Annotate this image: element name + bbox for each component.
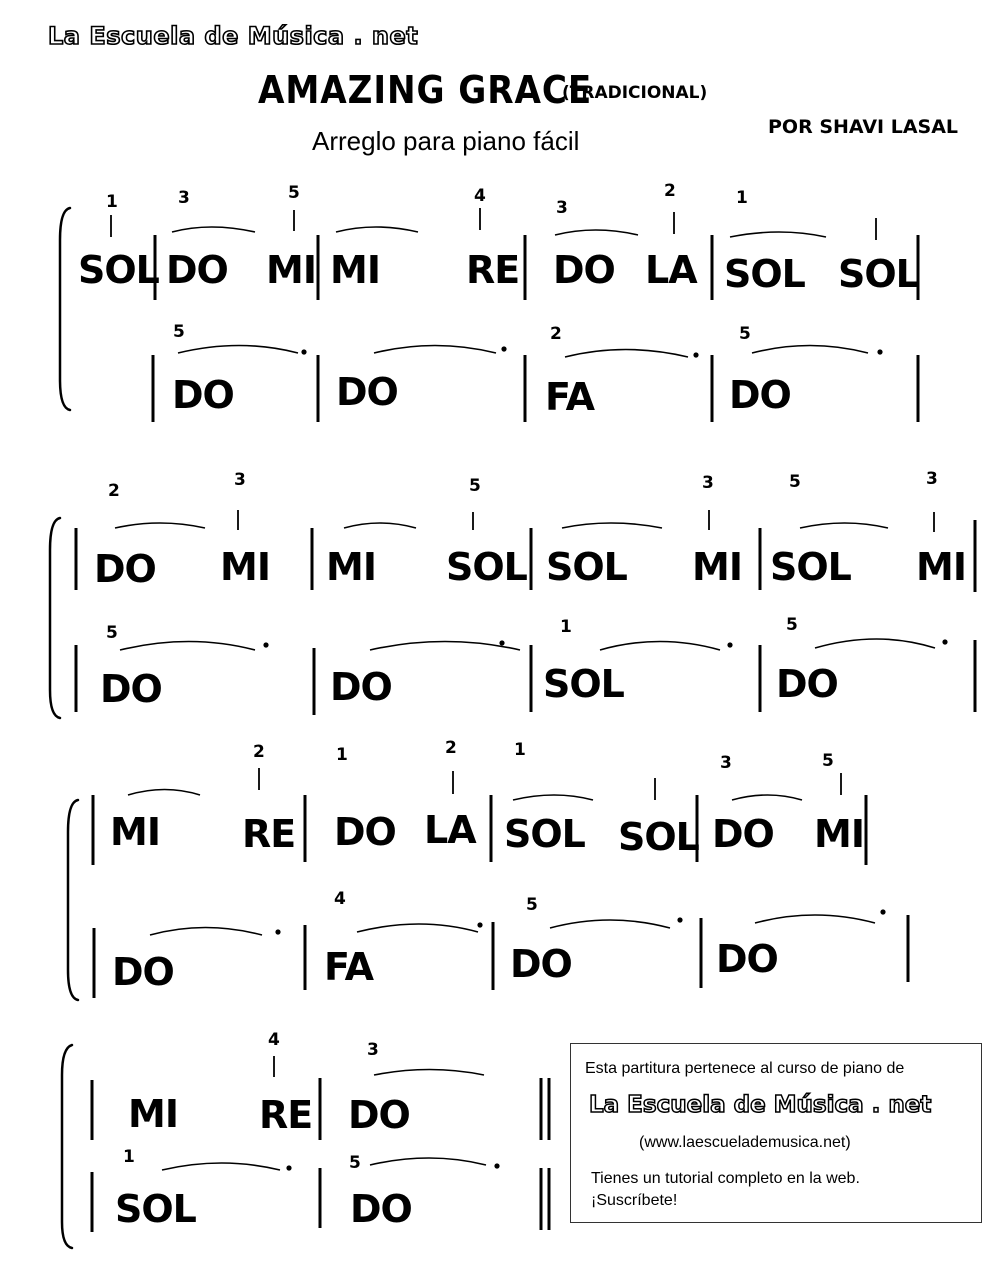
- finger-number: 5: [288, 183, 300, 203]
- note-name: SOL: [504, 812, 585, 856]
- note-name: SOL: [115, 1187, 196, 1231]
- note-name: MI: [330, 248, 380, 292]
- system-3-brace: [68, 800, 78, 1000]
- finger-number: 5: [822, 751, 834, 771]
- tie-arc: [370, 642, 520, 651]
- finger-number: 3: [234, 470, 246, 490]
- tie-arc: [128, 790, 200, 796]
- note-name: SOL: [546, 545, 627, 589]
- tie-arc: [357, 924, 478, 932]
- note-name: RE: [259, 1093, 313, 1137]
- note-name: FA: [545, 375, 595, 419]
- finger-number: 5: [173, 322, 185, 342]
- info-box-brand-logo: La Escuela de Música . net: [589, 1092, 932, 1118]
- dot-mark: [477, 922, 482, 927]
- note-name: SOL: [446, 545, 527, 589]
- note-name: RE: [466, 248, 520, 292]
- note-name: MI: [220, 545, 270, 589]
- note-name: SOL: [838, 252, 919, 296]
- finger-number: 2: [445, 738, 457, 758]
- tie-arc: [565, 350, 688, 358]
- note-name: DO: [350, 1187, 412, 1231]
- dot-mark: [880, 909, 885, 914]
- tie-arc: [600, 642, 720, 651]
- finger-number: 3: [367, 1040, 379, 1060]
- note-name: DO: [336, 370, 398, 414]
- tie-arc: [550, 920, 670, 928]
- info-box-tutorial-note: Tienes un tutorial completo en la web.: [591, 1170, 860, 1187]
- tie-arc: [120, 642, 255, 651]
- finger-number: 3: [178, 188, 190, 208]
- note-name: SOL: [724, 252, 805, 296]
- author-credit: POR SHAVI LASAL: [768, 116, 959, 138]
- finger-number: 2: [108, 481, 120, 501]
- finger-number: 3: [720, 753, 732, 773]
- note-name: DO: [100, 667, 162, 711]
- note-name: DO: [729, 373, 791, 417]
- note-name: DO: [166, 248, 228, 292]
- note-name: SOL: [618, 815, 699, 859]
- finger-number: 5: [739, 324, 751, 344]
- note-name: MI: [916, 545, 966, 589]
- finger-number: 3: [926, 469, 938, 489]
- finger-number: 3: [556, 198, 568, 218]
- system-4-brace: [62, 1045, 72, 1248]
- song-title: AMAZING GRACE: [258, 68, 593, 112]
- finger-number: 5: [349, 1153, 361, 1173]
- tie-arc: [732, 795, 802, 800]
- dot-mark: [677, 917, 682, 922]
- note-name: SOL: [543, 662, 624, 706]
- arrangement-subtitle: Arreglo para piano fácil: [312, 126, 580, 156]
- tie-arc: [370, 1158, 486, 1165]
- tie-arc: [374, 1070, 484, 1076]
- tie-arc: [752, 346, 868, 354]
- dot-mark: [301, 349, 306, 354]
- note-name: DO: [510, 942, 572, 986]
- tie-arc: [178, 346, 298, 354]
- note-name: MI: [814, 812, 864, 856]
- finger-number: 1: [514, 740, 526, 760]
- finger-number: 1: [123, 1147, 135, 1167]
- tie-arc: [815, 639, 935, 648]
- tie-arc: [115, 523, 205, 528]
- finger-number: 1: [106, 192, 118, 212]
- note-name: MI: [128, 1092, 178, 1136]
- dot-mark: [275, 929, 280, 934]
- finger-number: 2: [253, 742, 265, 762]
- tie-arc: [562, 523, 662, 528]
- note-name: SOL: [770, 545, 851, 589]
- finger-number: 1: [560, 617, 572, 637]
- finger-number: 2: [550, 324, 562, 344]
- tie-arc: [555, 230, 638, 235]
- note-name: DO: [712, 812, 774, 856]
- tie-arc: [172, 227, 255, 232]
- finger-number: 5: [786, 615, 798, 635]
- note-name: DO: [172, 373, 234, 417]
- song-title-note: (TRADICIONAL): [562, 83, 708, 103]
- note-name: DO: [348, 1093, 410, 1137]
- note-name: SOL: [78, 248, 159, 292]
- finger-number: 4: [474, 186, 486, 206]
- info-box-url: (www.laescuelademusica.net): [639, 1134, 851, 1151]
- note-name: FA: [324, 945, 374, 989]
- tie-arc: [755, 915, 875, 923]
- finger-number: 5: [526, 895, 538, 915]
- note-name: DO: [716, 937, 778, 981]
- note-name: DO: [94, 547, 156, 591]
- dot-mark: [286, 1165, 291, 1170]
- finger-number: 3: [702, 473, 714, 493]
- info-box-subscribe: ¡Suscríbete!: [591, 1192, 678, 1209]
- tie-arc: [150, 928, 262, 936]
- tie-arc: [162, 1163, 280, 1170]
- info-box-intro: Esta partitura pertenece al curso de piano de: [585, 1060, 905, 1077]
- tie-arc: [374, 346, 496, 354]
- note-name: DO: [112, 950, 174, 994]
- finger-number: 4: [268, 1030, 280, 1050]
- info-box: [570, 1043, 982, 1223]
- note-name: MI: [110, 810, 160, 854]
- note-name: LA: [645, 248, 697, 292]
- tie-arc: [800, 523, 888, 528]
- note-name: RE: [242, 812, 296, 856]
- dot-mark: [499, 640, 504, 645]
- tie-arc: [513, 795, 593, 800]
- tie-arc: [344, 523, 416, 528]
- system-2-brace: [50, 518, 60, 718]
- site-header-logo: La Escuela de Música . net: [48, 22, 419, 50]
- note-name: MI: [692, 545, 742, 589]
- tie-arc: [730, 232, 826, 237]
- finger-number: 2: [664, 181, 676, 201]
- note-name: DO: [553, 248, 615, 292]
- note-name: MI: [326, 545, 376, 589]
- note-name: DO: [330, 665, 392, 709]
- note-name: LA: [424, 808, 476, 852]
- tie-arc: [336, 227, 418, 232]
- dot-mark: [263, 642, 268, 647]
- dot-mark: [877, 349, 882, 354]
- dot-mark: [501, 346, 506, 351]
- finger-number: 5: [789, 472, 801, 492]
- dot-mark: [693, 352, 698, 357]
- dot-mark: [494, 1163, 499, 1168]
- finger-number: 5: [106, 623, 118, 643]
- dot-mark: [727, 642, 732, 647]
- finger-number: 1: [336, 745, 348, 765]
- note-name: DO: [334, 810, 396, 854]
- dot-mark: [942, 639, 947, 644]
- system-1-brace: [60, 208, 70, 410]
- finger-number: 5: [469, 476, 481, 496]
- note-name: DO: [776, 662, 838, 706]
- finger-number: 1: [736, 188, 748, 208]
- finger-number: 4: [334, 889, 346, 909]
- note-name: MI: [266, 248, 316, 292]
